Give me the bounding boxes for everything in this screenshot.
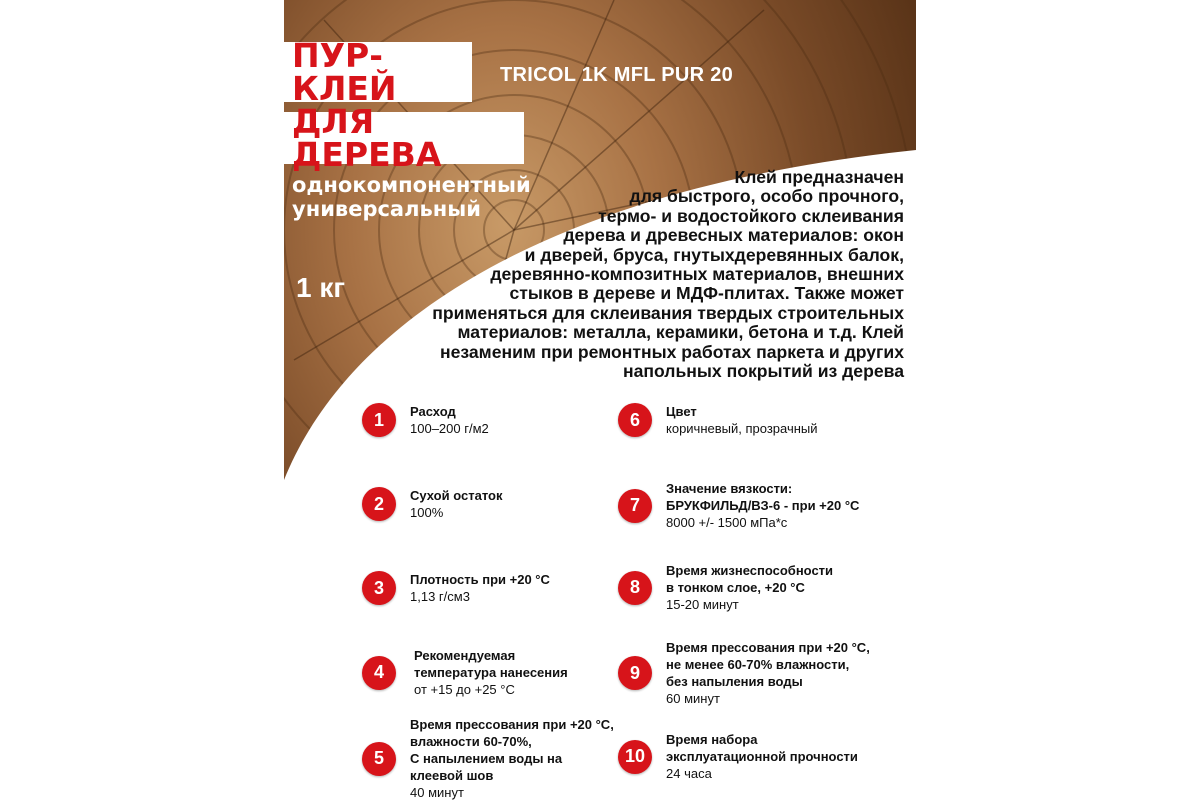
description-line: для быстрого, особо прочного, bbox=[629, 186, 904, 207]
feature-title: Плотность при +20 °С bbox=[410, 572, 550, 587]
feature-title: Время жизнеспособности в тонком слое, +20 °С bbox=[666, 563, 834, 595]
feature-2 bbox=[362, 487, 502, 521]
description-line: термо- и водостойкого склеивания bbox=[598, 205, 904, 226]
feature-value: 1,13 г/см3 bbox=[410, 589, 470, 604]
feature-number-badge: 9 bbox=[618, 656, 652, 690]
description-line: незаменим при ремонтных работах паркета и других bbox=[439, 341, 904, 362]
feature-10 bbox=[618, 731, 858, 782]
feature-value: 24 часа bbox=[666, 766, 712, 781]
feature-number-badge: 4 bbox=[362, 656, 396, 690]
weight-label: 1 кг bbox=[296, 272, 346, 303]
feature-1 bbox=[362, 403, 489, 437]
description-line: применяться для склеивания твердых строительных bbox=[432, 302, 904, 323]
feature-value: 8000 +/- 1500 мПа*с bbox=[666, 515, 788, 530]
description-line: стыков в дереве и МДФ-плитах. Также может bbox=[509, 283, 904, 304]
feature-title: Цвет bbox=[666, 404, 697, 419]
title-line-1: ПУР-КЛЕЙ bbox=[284, 42, 472, 102]
description bbox=[404, 168, 904, 381]
feature-title: Время прессования при +20 °С, не менее 60-70% влажности, без напыления воды bbox=[666, 640, 870, 689]
feature-number-badge: 1 bbox=[362, 403, 396, 437]
feature-value: 100% bbox=[410, 505, 444, 520]
description-line: Клей предназначен bbox=[734, 167, 904, 187]
subtitle-line-1: однокомпонентный bbox=[292, 173, 531, 197]
feature-8 bbox=[618, 562, 833, 613]
feature-value: 15-20 минут bbox=[666, 597, 739, 612]
feature-3 bbox=[362, 571, 550, 605]
feature-number-badge: 3 bbox=[362, 571, 396, 605]
feature-value: 100–200 г/м2 bbox=[410, 421, 489, 436]
description-line: материалов: металла, керамики, бетона и т.д. Клей bbox=[457, 322, 904, 343]
description-line: дерева и древесных материалов: окон bbox=[563, 225, 904, 246]
feature-number-badge: 2 bbox=[362, 487, 396, 521]
feature-4 bbox=[362, 647, 568, 698]
model-name: TRICOL 1K MFL PUR 20 bbox=[500, 64, 734, 86]
product-poster bbox=[284, 0, 916, 800]
feature-value: от +15 до +25 °С bbox=[414, 682, 515, 697]
title-line-2: ДЛЯ ДЕРЕВА bbox=[284, 112, 524, 164]
feature-7 bbox=[618, 480, 859, 531]
feature-title: Время прессования при +20 °С, влажности 60-70%, С напылением воды на клеевой шов bbox=[410, 717, 614, 783]
feature-number-badge: 5 bbox=[362, 742, 396, 776]
feature-value: 40 минут bbox=[410, 785, 464, 800]
feature-title: Значение вязкости: БРУКФИЛЬД/ВЗ-6 - при +20 °С bbox=[666, 481, 860, 513]
feature-value: 60 минут bbox=[666, 691, 720, 706]
feature-title: Время набора эксплуатационной прочности bbox=[666, 732, 858, 764]
feature-9 bbox=[618, 639, 870, 707]
feature-title: Сухой остаток bbox=[410, 488, 503, 503]
subtitle-line-2: универсальный bbox=[292, 197, 481, 221]
description-line: напольных покрытий из дерева bbox=[622, 361, 904, 382]
feature-title: Рекомендуемая температура нанесения bbox=[414, 648, 568, 680]
description-line: деревянно-композитных материалов, внешних bbox=[490, 264, 904, 285]
feature-6 bbox=[618, 403, 818, 437]
feature-number-badge: 7 bbox=[618, 489, 652, 523]
description-line: и дверей, бруса, гнутыхдеревянных балок, bbox=[524, 244, 904, 265]
feature-number-badge: 8 bbox=[618, 571, 652, 605]
feature-5 bbox=[362, 716, 614, 800]
feature-number-badge: 10 bbox=[618, 740, 652, 774]
feature-title: Расход bbox=[410, 404, 456, 419]
feature-value: коричневый, прозрачный bbox=[666, 421, 818, 436]
feature-number-badge: 6 bbox=[618, 403, 652, 437]
